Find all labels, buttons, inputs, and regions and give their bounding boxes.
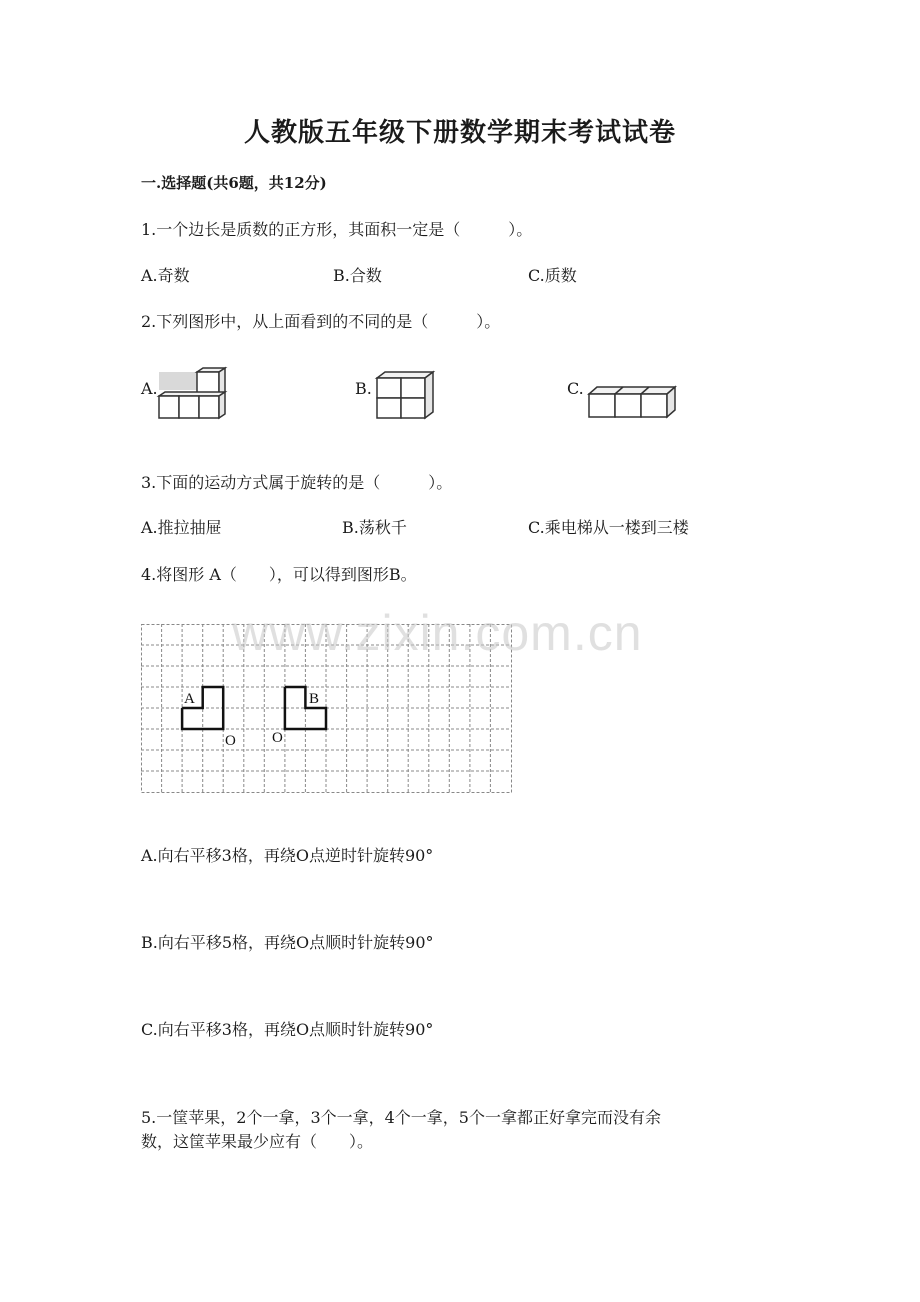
shape-b-label: B [309, 691, 320, 707]
question-5-stem-line1: 5.一筐苹果，2个一拿，3个一拿，4个一拿，5个一拿都正好拿完而没有余 [141, 1108, 661, 1127]
question-4-option-a[interactable]: A.向右平移3格，再绕O点逆时针旋转90° [141, 846, 434, 865]
cube-figure-b [374, 370, 438, 422]
question-2-stem: 2.下列图形中，从上面看到的不同的是（ ）。 [141, 312, 501, 331]
question-3-option-b[interactable]: B.荡秋千 [342, 518, 407, 537]
question-4-option-b[interactable]: B.向右平移5格，再绕O点顺时针旋转90° [141, 933, 434, 952]
shape-a-label: A [184, 691, 195, 707]
question-5-stem-line2: 数，这筐苹果最少应有（ ）。 [141, 1132, 374, 1151]
question-4-stem: 4.将图形 A（ ），可以得到图形B。 [141, 565, 417, 584]
question-1-stem: 1.一个边长是质数的正方形，其面积一定是（ ）。 [141, 220, 533, 239]
question-1-option-c[interactable]: C.质数 [528, 266, 577, 285]
question-4-option-c[interactable]: C.向右平移3格，再绕O点顺时针旋转90° [141, 1020, 434, 1039]
cube-figure-a [155, 368, 230, 423]
section-heading: 一.选择题(共6题，共12分) [141, 174, 327, 192]
question-2-option-a[interactable]: A. [141, 379, 158, 398]
pivot-a-label: O [225, 733, 236, 749]
question-2-option-b[interactable]: B. [355, 379, 372, 398]
question-3-option-a[interactable]: A.推拉抽屉 [141, 518, 222, 537]
question-2-option-c[interactable]: C. [567, 379, 584, 398]
pivot-b-label: O [272, 730, 283, 746]
question-1-option-b[interactable]: B.合数 [333, 266, 382, 285]
watermark: www.zixin.com.cn [232, 605, 643, 661]
page-title: 人教版五年级下册数学期末考试试卷 [243, 118, 676, 148]
question-3-stem: 3.下面的运动方式属于旋转的是（ ）。 [141, 473, 453, 492]
cube-figure-c [587, 384, 679, 420]
question-3-option-c[interactable]: C.乘电梯从一楼到三楼 [528, 518, 689, 537]
question-1-option-a[interactable]: A.奇数 [141, 266, 190, 285]
